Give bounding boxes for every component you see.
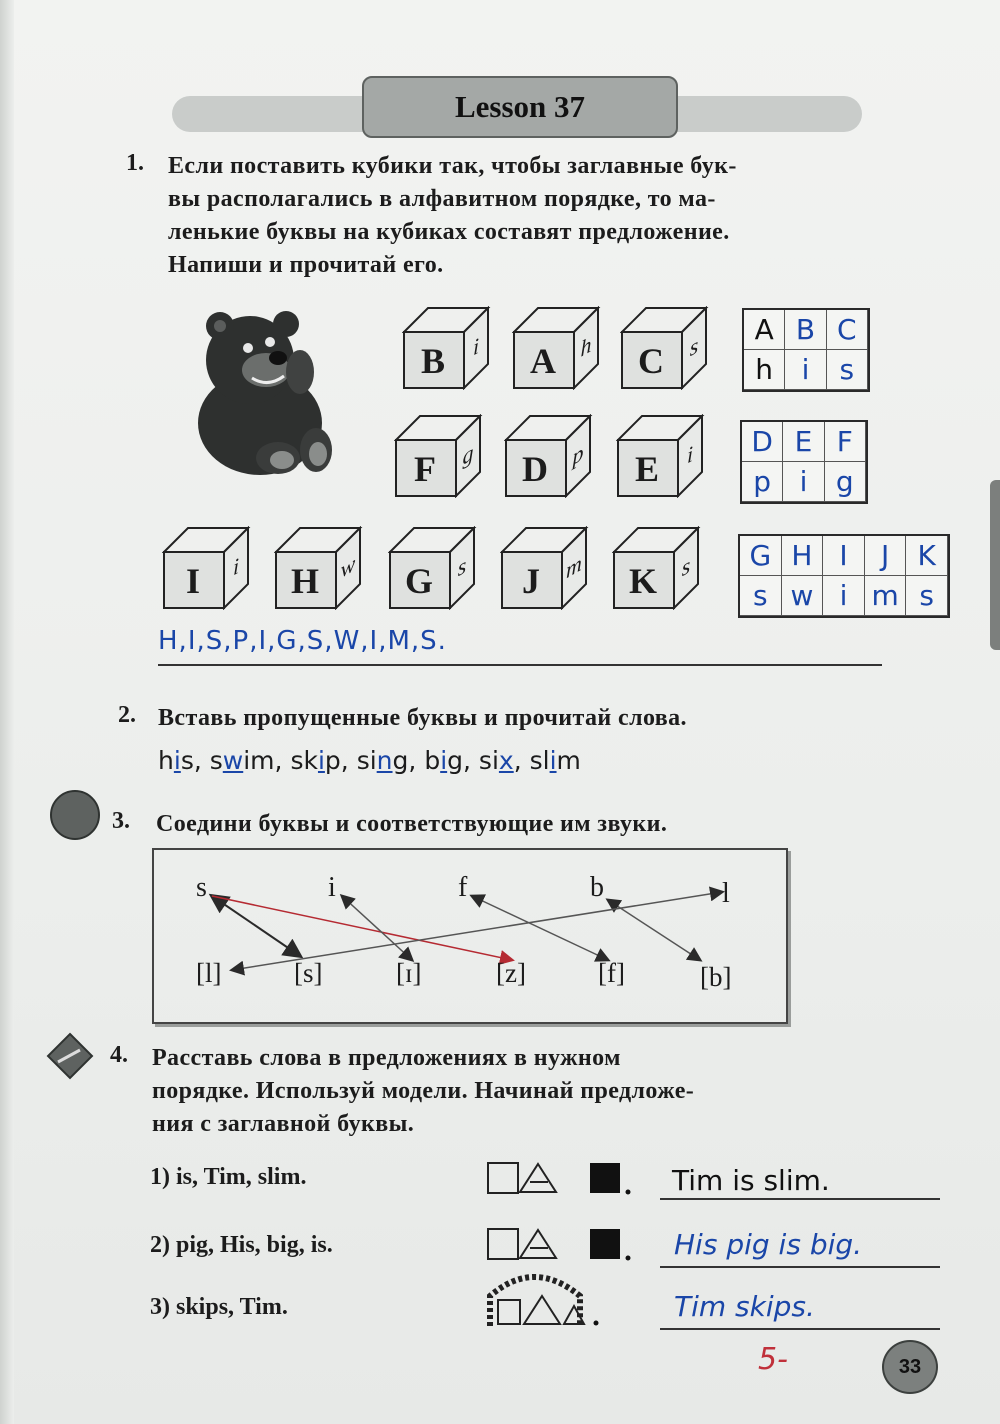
- task1-answer-line: [158, 664, 882, 666]
- lesson-title: Lesson 37: [362, 76, 678, 138]
- grid-cell: H: [782, 536, 824, 576]
- letter-cube: [620, 306, 710, 390]
- task1-line: вы располагались в алфавитном порядке, то ма-: [168, 186, 716, 212]
- task4-line: порядке. Используй модели. Начинай предложе-: [152, 1078, 695, 1104]
- letter-cube: [500, 526, 590, 610]
- sentence-model-1: [486, 1160, 636, 1196]
- grid-cell: C: [827, 310, 868, 350]
- cube-capital: A: [530, 341, 556, 381]
- grid-cell: K: [906, 536, 948, 576]
- grid-cell: s: [906, 576, 948, 616]
- task4-number: 4.: [110, 1042, 128, 1068]
- letter-cube: [612, 526, 702, 610]
- task3-instructions: Соедини буквы и соответствующие им звуки.: [156, 811, 668, 837]
- task4-item-3: 3) skips, Tim.: [150, 1294, 288, 1320]
- letter-cube: [394, 414, 484, 498]
- task4-item-1: 1) is, Tim, slim.: [150, 1164, 307, 1190]
- task4-answer-3: Tim skips.: [674, 1290, 815, 1323]
- cube-capital: B: [420, 341, 445, 381]
- cube-capital: C: [638, 341, 664, 381]
- cube-lowercase: s: [689, 331, 699, 362]
- task1-line: Напиши и прочитай его.: [168, 252, 444, 278]
- cube-lowercase: g: [462, 438, 474, 471]
- task4-answer-1: Tim is slim.: [672, 1164, 830, 1197]
- grid-cell: B: [785, 310, 826, 350]
- grid-cell: m: [865, 576, 907, 616]
- task4-item-2: 2) pig, His, big, is.: [150, 1232, 333, 1258]
- sound-b: [b]: [700, 962, 732, 992]
- letter-cube: [402, 306, 492, 390]
- cube-capital: K: [628, 561, 657, 601]
- task1-answer: H,I,S,P,I,G,S,W,I,M,S.: [158, 626, 447, 656]
- sound-i: [ɪ]: [396, 958, 422, 988]
- task1-number: 1.: [126, 150, 144, 176]
- task1-line: ленькие буквы на кубиках составят предложение.: [168, 219, 730, 245]
- task4-answer-line: [660, 1198, 940, 1200]
- word: skip,: [290, 746, 349, 775]
- task2-words: [158, 746, 581, 775]
- task1-line: Если поставить кубики так, чтобы заглавные бук-: [168, 153, 737, 179]
- cube-lowercase: i: [686, 440, 694, 469]
- sound-f: [f]: [598, 958, 625, 988]
- letter-cube: [504, 414, 594, 498]
- letter-b: b: [590, 872, 604, 903]
- grid-cell: G: [740, 536, 782, 576]
- grid-cell: i: [783, 462, 824, 502]
- task4-instructions: [152, 1042, 694, 1141]
- sentence-model-3: [484, 1266, 604, 1328]
- cube-capital: I: [185, 561, 200, 601]
- grid-cell: h: [744, 350, 785, 390]
- letter-grid-ghijk: [738, 534, 950, 618]
- listening-icon: [50, 790, 100, 840]
- grid-cell: p: [742, 462, 783, 502]
- task4-answer-line: [660, 1266, 940, 1268]
- letter-i: i: [328, 872, 336, 903]
- task3-number: 3.: [112, 808, 130, 834]
- grid-cell: A: [744, 310, 785, 350]
- cube-capital: G: [404, 561, 433, 601]
- letter-f: f: [458, 872, 468, 903]
- letter-grid-def: [740, 420, 868, 504]
- word: six,: [478, 746, 522, 775]
- task4-answer-2: His pig is big.: [674, 1228, 863, 1261]
- cube-capital: J: [522, 561, 540, 601]
- grid-cell: s: [740, 576, 782, 616]
- letter-cube: [274, 526, 364, 610]
- page-spine: [0, 0, 14, 1424]
- cube-capital: E: [634, 449, 659, 489]
- letter-cube: [512, 306, 602, 390]
- cube-capital: H: [290, 561, 319, 601]
- word: swim,: [209, 746, 283, 775]
- task2-instructions: Вставь пропущенные буквы и прочитай слова.: [158, 705, 687, 731]
- grid-cell: g: [825, 462, 866, 502]
- task4-answer-line: [660, 1328, 940, 1330]
- task2-number: 2.: [118, 702, 136, 728]
- cube-lowercase: i: [232, 552, 240, 581]
- grid-cell: s: [827, 350, 868, 390]
- grid-cell: F: [825, 422, 866, 462]
- letter-l: l: [722, 878, 730, 909]
- word: his,: [158, 746, 202, 775]
- page-number: 33: [882, 1340, 938, 1394]
- cube-capital: D: [522, 449, 548, 489]
- cube-lowercase: h: [580, 330, 592, 363]
- grid-cell: D: [742, 422, 783, 462]
- letter-cube: [616, 414, 706, 498]
- letter-s: s: [196, 872, 207, 903]
- task4-line: Расставь слова в предложениях в нужном: [152, 1045, 621, 1071]
- sound-s: [s]: [294, 958, 323, 988]
- bear-illustration: [180, 298, 340, 478]
- task1-instructions: [168, 150, 737, 282]
- letter-cube: [388, 526, 478, 610]
- grid-cell: i: [785, 350, 826, 390]
- cube-lowercase: i: [472, 332, 480, 361]
- cube-lowercase: m: [566, 549, 582, 584]
- grid-cell: J: [865, 536, 907, 576]
- cube-lowercase: s: [681, 551, 691, 582]
- word: big,: [424, 746, 471, 775]
- letter-grid-abc: [742, 308, 870, 392]
- writing-icon: [46, 1032, 94, 1080]
- cube-capital: F: [414, 449, 436, 489]
- letter-cube: [162, 526, 252, 610]
- teacher-grade: 5-: [758, 1342, 788, 1377]
- matching-lines: [152, 848, 784, 1020]
- cube-lowercase: p: [572, 438, 584, 471]
- sentence-model-2: [486, 1226, 636, 1262]
- cube-lowercase: w: [340, 549, 356, 584]
- page-edge-tab: [990, 480, 1000, 650]
- grid-cell: I: [823, 536, 865, 576]
- sound-z: [z]: [496, 958, 526, 988]
- grid-cell: w: [782, 576, 824, 616]
- task4-line: ния с заглавной буквы.: [152, 1111, 415, 1137]
- sound-l: [l]: [196, 958, 222, 988]
- grid-cell: i: [823, 576, 865, 616]
- word: slim: [529, 746, 581, 775]
- word: sing,: [356, 746, 417, 775]
- cube-lowercase: s: [457, 551, 467, 582]
- grid-cell: E: [783, 422, 824, 462]
